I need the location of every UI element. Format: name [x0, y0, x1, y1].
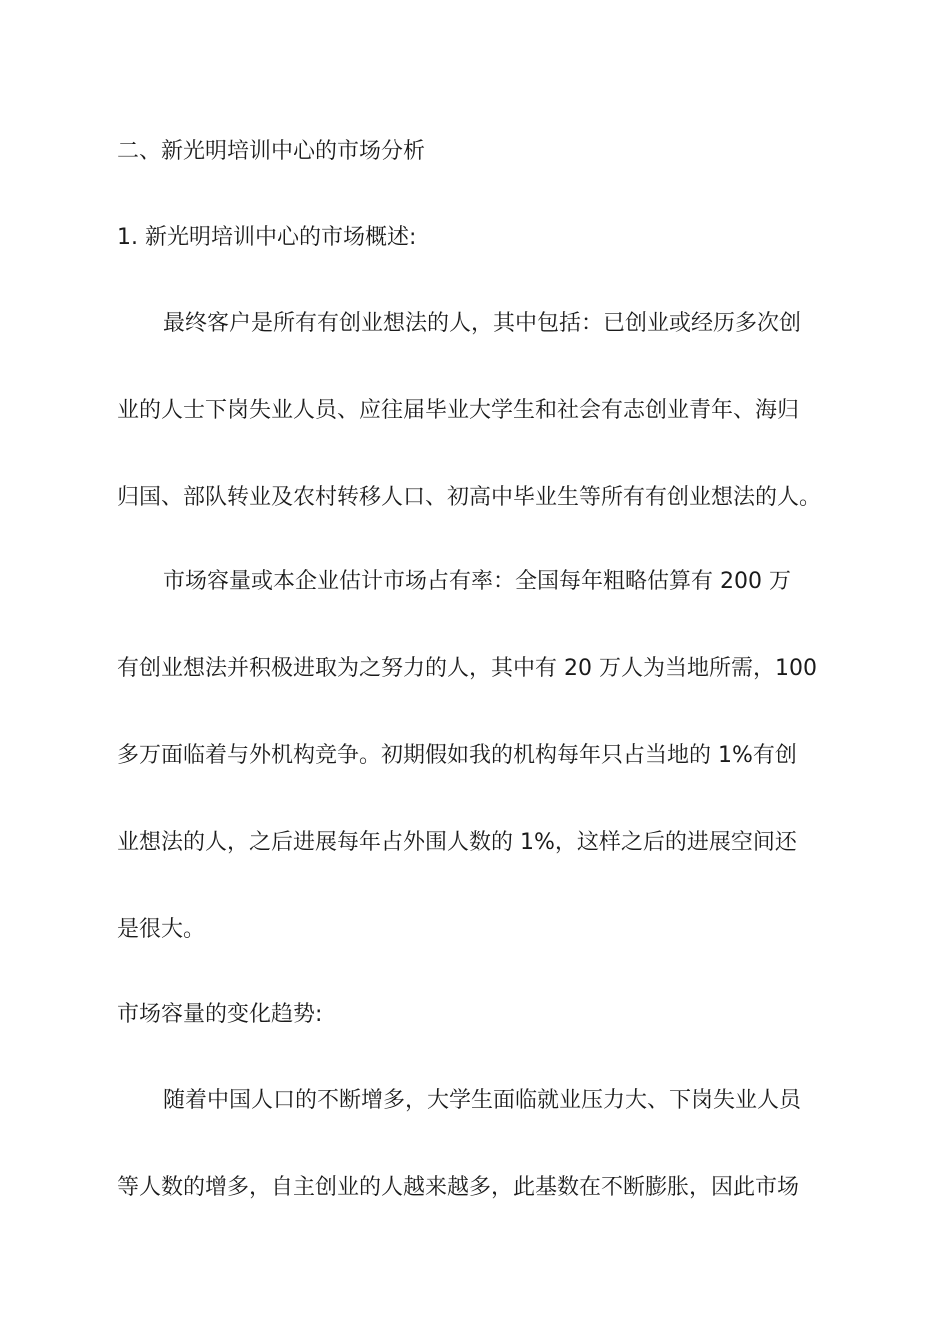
trend-heading: 市场容量的变化趋势:	[117, 1002, 323, 1027]
paragraph-2-line-1: 市场容量或本企业估计市场占有率：全国每年粗略估算有 200 万	[163, 569, 791, 594]
paragraph-2-line-4: 业想法的人，之后进展每年占外围人数的 1%，这样之后的进展空间还	[117, 830, 797, 855]
section-heading: 二、新光明培训中心的市场分析	[117, 139, 426, 164]
paragraph-2-line-3: 多万面临着与外机构竞争。初期假如我的机构每年只占当地的 1%有创	[117, 743, 797, 768]
paragraph-3-line-2: 等人数的增多，自主创业的人越来越多，此基数在不断膨胀，因此市场	[117, 1175, 800, 1200]
paragraph-1-line-3: 归国、部队转业及农村转移人口、初高中毕业生等所有有创业想法的人。	[117, 485, 822, 510]
paragraph-1-line-1: 最终客户是所有有创业想法的人，其中包括：已创业或经历多次创	[163, 311, 802, 336]
paragraph-1-line-2: 业的人士下岗失业人员、应往届毕业大学生和社会有志创业青年、海归	[117, 398, 800, 423]
paragraph-2-line-2: 有创业想法并积极进取为之努力的人，其中有 20 万人为当地所需，100	[117, 656, 817, 681]
subsection-heading: 1. 新光明培训中心的市场概述:	[117, 225, 417, 250]
paragraph-2-line-5: 是很大。	[117, 917, 206, 942]
paragraph-3-line-1: 随着中国人口的不断增多，大学生面临就业压力大、下岗失业人员	[163, 1088, 802, 1113]
